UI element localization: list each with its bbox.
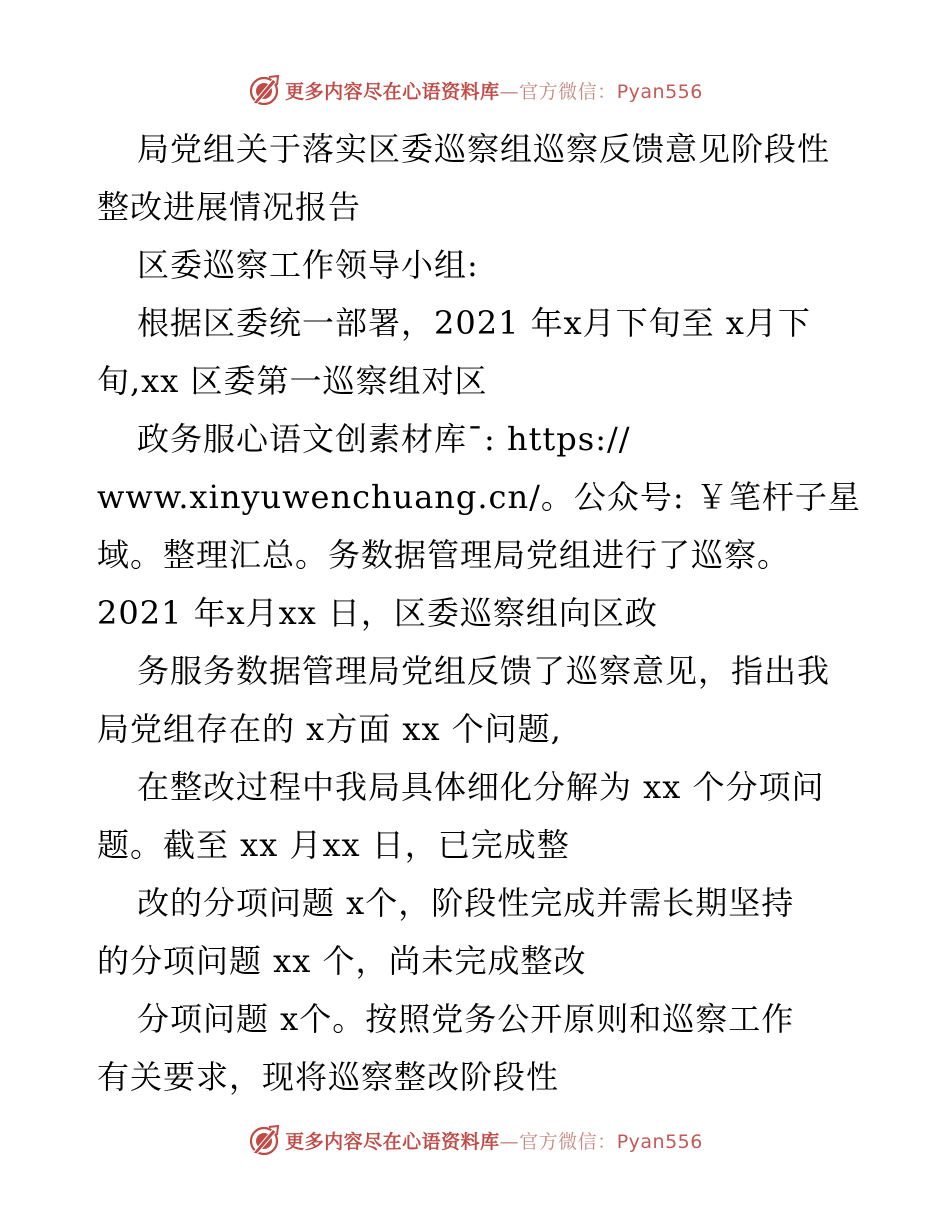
paragraph-line: www.xinyuwenchuang.cn/。公众号: ￥笔杆子星 [97,478,861,516]
footer-watermark-banner [0,1120,950,1160]
watermark-site-text: 更多内容尽在心语资料库 [285,80,500,103]
quill-logo-icon [247,1123,281,1157]
quill-logo-icon [247,73,281,107]
watermark-official-label: 官方微信： [519,1130,617,1153]
document-body [97,120,861,1106]
paragraph-line: 2021 年x月xx 日，区委巡察组向区政 [97,594,658,632]
watermark-site-text: 更多内容尽在心语资料库 [285,1130,500,1153]
watermark-wechat-id: Pyan556 [616,80,703,103]
watermark-official-label: 官方微信： [519,80,617,103]
salutation: 区委巡察工作领导小组: [137,246,479,284]
paragraph-line: 局党组存在的 x方面 xx 个问题, [97,710,562,748]
watermark-text [285,1127,703,1154]
paragraph-line: 务服务数据管理局党组反馈了巡察意见，指出我 [137,652,831,690]
watermark-wechat-id: Pyan556 [616,1130,703,1153]
paragraph-line: 改的分项问题 x个，阶段性完成并需长期坚持 [137,884,795,922]
watermark-dash: — [499,80,520,103]
header-watermark-banner [0,70,950,110]
paragraph-line: 题。截至 xx 月xx 日，已完成整 [97,826,570,864]
watermark-dash: — [499,1130,520,1153]
watermark-text [285,77,703,104]
paragraph-line: 根据区委统一部署，2021 年x月下旬至 x月下 [137,304,811,342]
document-title-line-2: 整改进展情况报告 [97,188,362,226]
paragraph-line: 域。整理汇总。务数据管理局党组进行了巡察。 [97,536,791,574]
paragraph-line: 政务服心语文创素材库¯: https:// [137,420,631,458]
document-title-line-1: 局党组关于落实区委巡察组巡察反馈意见阶段性 [137,130,831,168]
paragraph-line: 在整改过程中我局具体细化分解为 xx 个分项问 [137,768,825,806]
paragraph-line: 分项问题 x个。按照党务公开原则和巡察工作 [137,1000,795,1038]
paragraph-line: 的分项问题 xx 个，尚未完成整改 [97,942,587,980]
paragraph-line: 有关要求，现将巡察整改阶段性 [97,1058,560,1096]
paragraph-line: 旬,xx 区委第一巡察组对区 [97,362,488,400]
